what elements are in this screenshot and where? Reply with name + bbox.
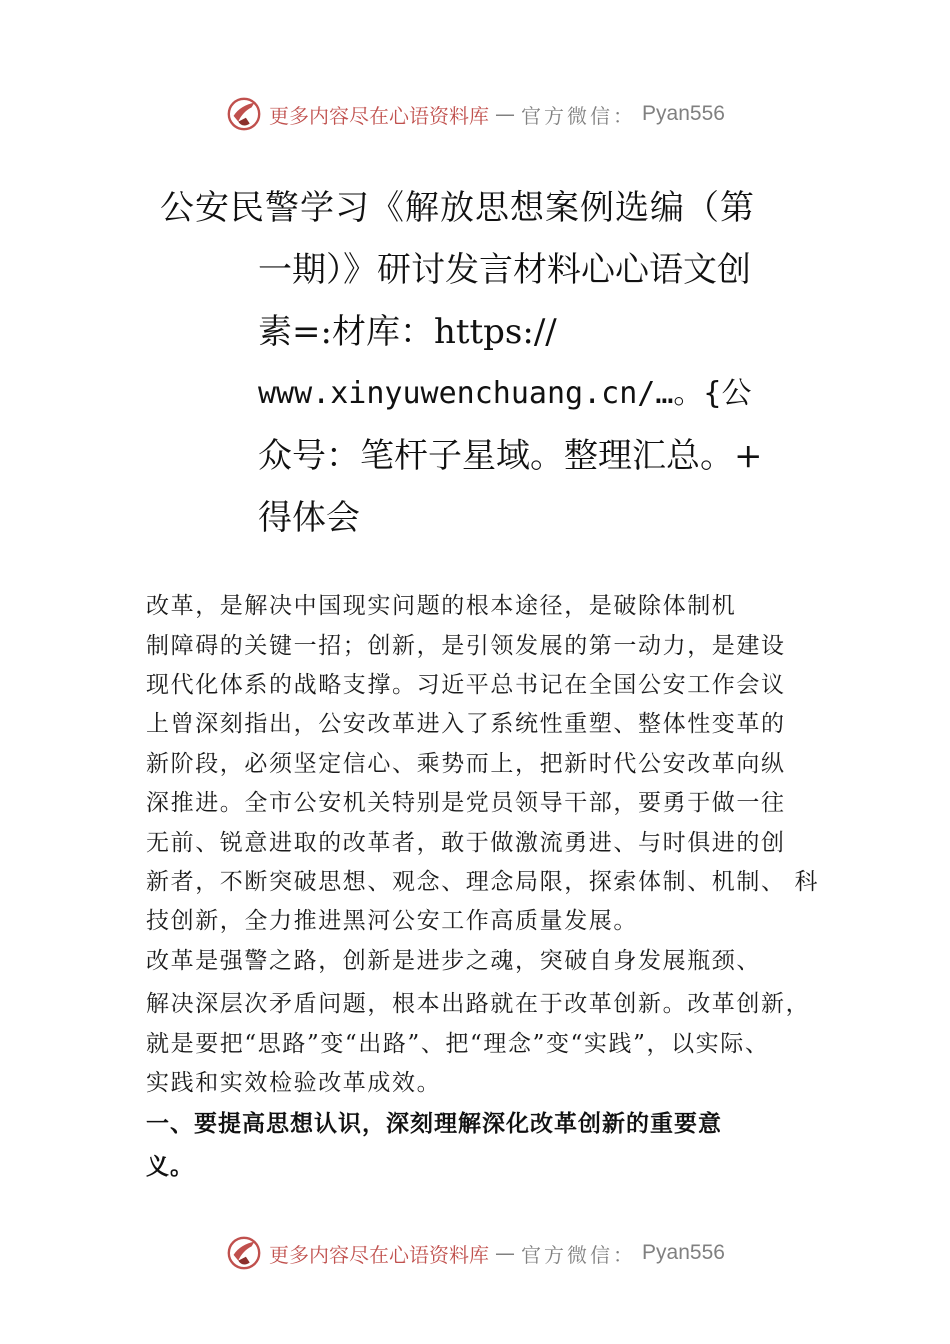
promo-text: 更多内容尽在心语资料库 — [269, 1242, 490, 1267]
body-line: 制障碍的关键一招；创新，是引领发展的第一动力，是建设 — [146, 633, 786, 659]
title-line-4: www.xinyuwenchuang.cn/…。{公 — [258, 376, 752, 411]
header-watermark-banner — [0, 92, 950, 136]
wechat-label: 官方微信： — [521, 1242, 637, 1267]
wechat-label: 官方微信： — [521, 103, 637, 128]
body-line: 就是要把“思路”变“出路”、把“理念”变“实践”，以实际、 — [146, 1031, 770, 1057]
body-line: 新阶段，必须坚定信心、乘势而上，把新时代公安改革向纵 — [146, 751, 786, 777]
body-line: 改革是强警之路，创新是进步之魂，突破自身发展瓶颈、 — [146, 948, 761, 974]
title-line-6: 得体会 — [258, 498, 360, 538]
body-line: 实践和实效检验改革成效。 — [146, 1070, 442, 1096]
promo-separator: — — [495, 1241, 516, 1265]
title-line-1: 公安民警学习《解放思想案例选编（第 — [160, 188, 755, 228]
section-heading-line-1: 一、要提高思想认识，深刻理解深化改革创新的重要意 — [146, 1111, 722, 1137]
title-line-2: 一期）》研讨发言材料心心语文创 — [258, 250, 751, 290]
body-line: 深推进。全市公安机关特别是党员领导干部，要勇于做一往 — [146, 790, 786, 816]
wechat-id: Pyan556 — [642, 1241, 725, 1264]
title-line-3: 素=:材库：https:// — [258, 312, 557, 352]
wechat-id: Pyan556 — [642, 102, 725, 125]
title-line-5: 众号：笔杆子星域。整理汇总。+ — [258, 436, 763, 476]
body-line: 新者，不断突破思想、观念、理念局限，探索体制、机制、 科 — [146, 869, 820, 895]
promo-separator: — — [495, 102, 516, 126]
body-line: 上曾深刻指出，公安改革进入了系统性重塑、整体性变革的 — [146, 711, 786, 737]
writing-hand-icon — [225, 1234, 263, 1272]
promo-text: 更多内容尽在心语资料库 — [269, 103, 490, 128]
body-line: 现代化体系的战略支撑。习近平总书记在全国公安工作会议 — [146, 672, 786, 698]
body-line: 解决深层次矛盾问题，根本出路就在于改革创新。改革创新， — [146, 991, 811, 1017]
body-line: 技创新，全力推进黑河公安工作高质量发展。 — [146, 908, 638, 934]
writing-hand-icon — [225, 95, 263, 133]
body-line: 改革，是解决中国现实问题的根本途径，是破除体制机 — [146, 593, 737, 619]
footer-watermark-banner — [0, 1231, 950, 1275]
body-line: 无前、锐意进取的改革者，敢于做激流勇进、与时俱进的创 — [146, 830, 786, 856]
section-heading-line-2: 义。 — [146, 1154, 194, 1180]
